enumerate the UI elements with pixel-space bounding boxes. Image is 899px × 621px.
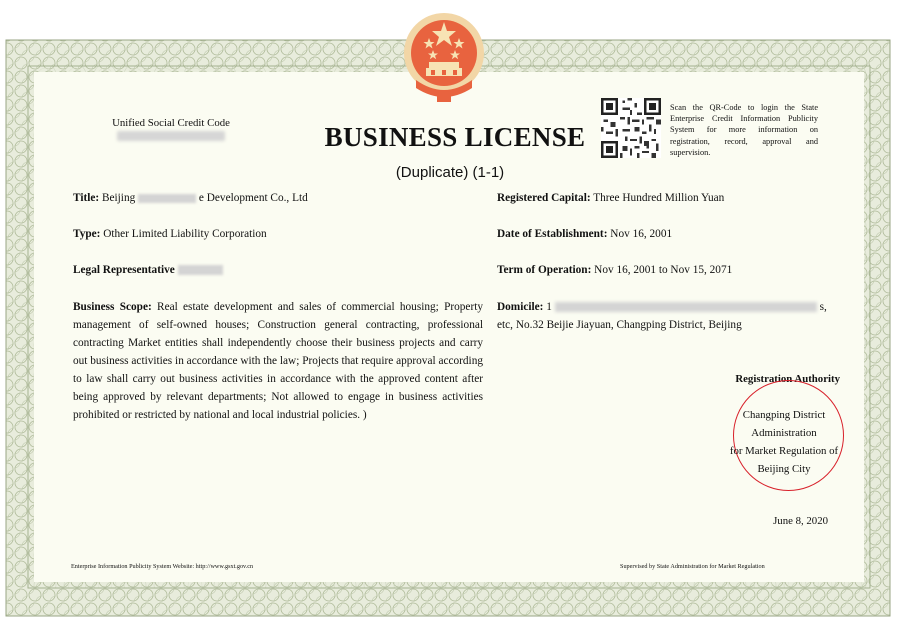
business-scope [73,298,483,424]
footer-website: Enterprise Information Publicity System Website: http://www.gsxt.gov.cn [71,563,254,570]
domicile-line-1 [497,298,827,316]
business-scope-text: Real estate development and sales of commercial housing; Property management of self-owned houses; Construction general contracting, professional contracting Market entities shall independently choose their business projects and carry out business activities in accordance with the law; Projects that require approval according to law shall carry out business activities in accordance with the approved content after being approved by relevant departments; Not allowed to engage in business activities prohibited or restricted by national and local industrial policies. ) [73,301,483,421]
company-title-value-end: e Development Co., Ltd [198,192,308,204]
term-field [497,264,732,276]
redacted-company-name [138,194,196,203]
domicile-field [497,298,827,334]
type-value: Other Limited Liability Corporation [103,228,267,240]
capital-label: Registered Capital: [497,192,591,204]
authority-line-3: for Market Regulation of [729,445,839,457]
authority-line-4: Beijing City [757,463,811,475]
company-title-value-start: Beijing [101,192,136,204]
redacted-legal-rep [178,265,223,275]
establishment-date-field [497,228,672,240]
registration-authority-name [715,406,853,478]
domicile-line-2: etc, No.32 Beijie Jiayuan, Changping District, Beijing [497,319,742,331]
qr-instruction-text: Scan the QR-Code to login the State Enterprise Credit Information Publicity System for more information on registration, record, approval and supervision. [670,103,818,157]
term-value: Nov 16, 2001 to Nov 15, 2071 [594,264,733,276]
page-title: BUSINESS LICENSE [324,122,586,152]
capital-field [497,192,724,204]
qr-code-icon[interactable] [601,98,661,158]
type-field [73,228,267,240]
authority-line-2: Administration [751,427,817,439]
footer-supervisor: Supervised by State Administration for Market Regulation [620,563,765,570]
company-title-label: Title: [73,192,100,204]
domicile-label: Domicile: [497,301,544,313]
authority-line-1: Changping District [742,409,826,421]
type-label: Type: [73,228,101,240]
legal-rep-label: Legal Representative [73,264,175,276]
registration-authority-label: Registration Authority [735,373,840,385]
unified-code-label: Unified Social Credit Code [112,117,230,129]
domicile-value-end: s, [819,301,827,313]
national-emblem-icon [401,8,487,104]
page-subtitle: (Duplicate) (1-1) [395,164,505,181]
issue-date: June 8, 2020 [773,515,828,527]
term-label: Term of Operation: [497,264,592,276]
company-title-field [73,192,308,204]
legal-rep-field [73,264,223,276]
business-scope-label: Business Scope: [73,301,152,313]
redacted-credit-code [117,131,225,141]
domicile-value-start: 1 [546,301,552,313]
capital-value: Three Hundred Million Yuan [593,192,725,204]
establishment-date-label: Date of Establishment: [497,228,608,240]
establishment-date-value: Nov 16, 2001 [610,228,673,240]
redacted-domicile [555,302,817,312]
